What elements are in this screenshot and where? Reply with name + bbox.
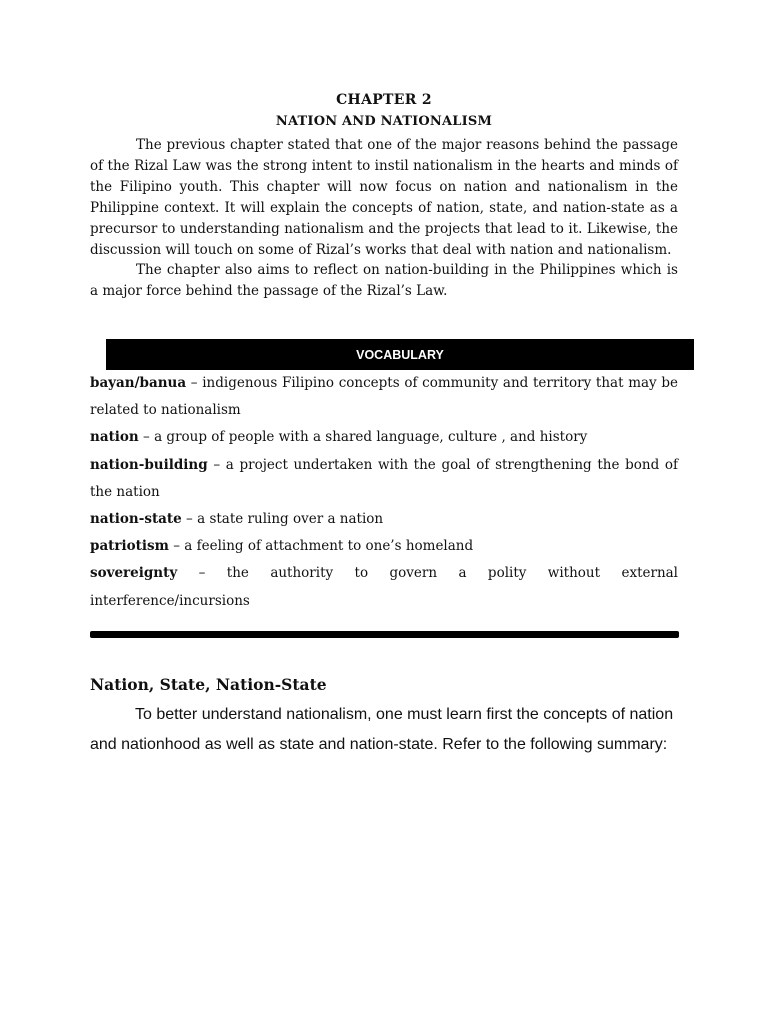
vocabulary-term: sovereignty [90, 565, 178, 582]
vocabulary-term: nation [90, 429, 139, 446]
vocabulary-term: nation-state [90, 511, 182, 528]
vocabulary-item [90, 560, 678, 614]
vocabulary-heading-bar [106, 339, 694, 370]
section-body [90, 700, 690, 760]
vocabulary-list [90, 370, 678, 615]
chapter-title: NATION AND NATIONALISM [275, 114, 493, 129]
vocabulary-definition: – indigenous Filipino concepts of community and territory that may be related to nationalism [90, 375, 678, 419]
section-heading: Nation, State, Nation-State [90, 675, 327, 694]
vocabulary-item [90, 452, 678, 506]
section-divider [90, 631, 679, 638]
section-paragraph: To better understand nationalism, one must learn first the concepts of nation and nationhood as well as state and nation-state. Refer to the following summary: [90, 706, 674, 753]
vocabulary-heading: VOCABULARY [356, 347, 444, 362]
vocabulary-item [90, 424, 678, 451]
vocabulary-term: patriotism [90, 538, 169, 555]
vocabulary-definition: – a group of people with a shared language, culture , and history [138, 429, 588, 446]
vocabulary-item [90, 533, 678, 560]
vocabulary-term: bayan/banua [90, 375, 187, 391]
vocabulary-item [90, 370, 678, 424]
intro-paragraph-2: The chapter also aims to reflect on nation-building in the Philippines which is a major force behind the passage of the Rizal’s Law. [90, 262, 678, 300]
vocabulary-definition: – the authority to govern a polity without external interference/incursions [90, 565, 678, 609]
chapter-label: CHAPTER 2 [336, 92, 432, 108]
vocabulary-definition: – a state ruling over a nation [181, 511, 384, 528]
intro-text [90, 135, 678, 302]
vocabulary-definition: – a project undertaken with the goal of strengthening the bond of the nation [90, 456, 678, 500]
vocabulary-definition: – a feeling of attachment to one’s homeland [168, 538, 474, 555]
vocabulary-item [90, 506, 678, 533]
vocabulary-term: nation-building [90, 456, 208, 473]
intro-paragraph-1: The previous chapter stated that one of the major reasons behind the passage of the Rizal Law was the strong intent to instil nationalism in the hearts and minds of the Filipino youth. This chapter will now focus on nation and nationalism in the Philippine context. It will explain the concepts of nation, state, and nation-state as a precursor to understanding nationalism and the projects that lead to it. Likewise, the discussion will touch on some of Rizal’s works that deal with nation and nationalism. [90, 137, 678, 258]
